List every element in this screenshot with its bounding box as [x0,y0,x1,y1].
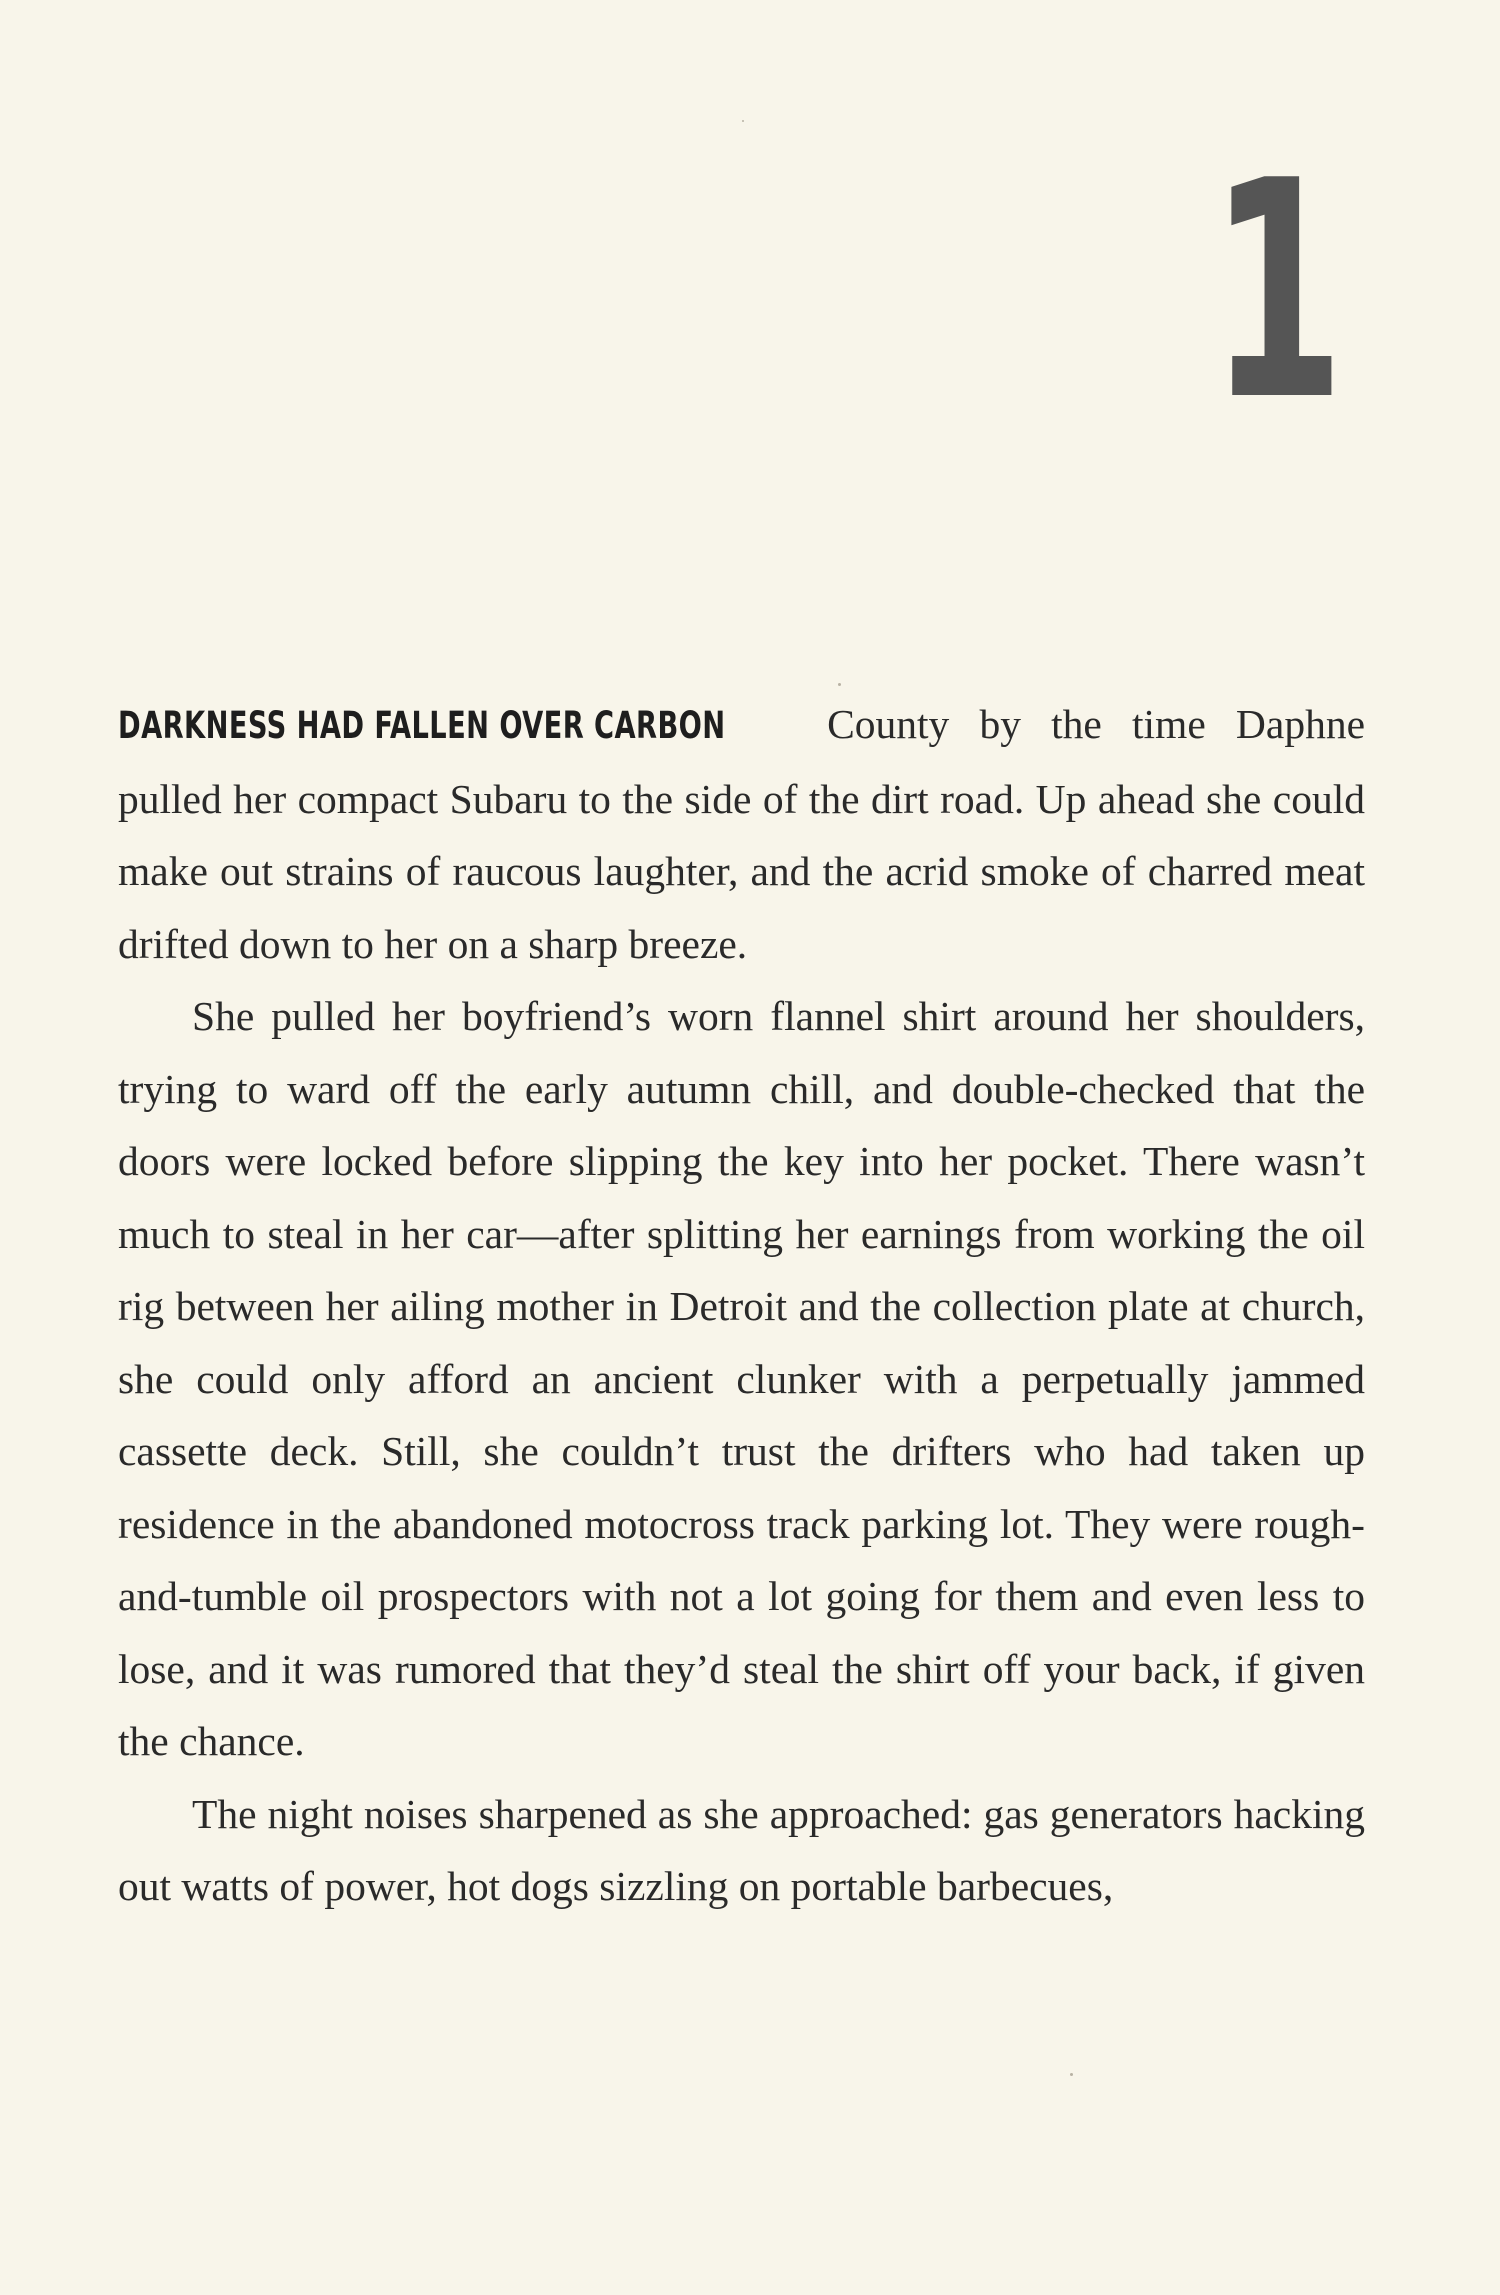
chapter-number: 1 [1209,117,1342,466]
paragraph-1 [118,688,1365,980]
paragraph-2: She pulled her boyfriend’s worn flannel shirt around her shoulders, trying to ward off the early autumn chill, and double-checked that the doors were locked before slipping the key into her pocket. There wasn’t much to steal in her car—after splitting her earnings from working the oil rig between her ailing mother in Detroit and the collection plate at church, she could only afford an ancient clunker with a perpetually jammed cassette deck. Still, she couldn’t trust the drifters who had taken up residence in the abandoned motocross track parking lot. They were rough-and-tumble oil prospectors with not a lot going for them and even less to lose, and it was rumored that they’d steal the shirt off your back, if given the chance. [118,993,1365,1764]
paper-speck [1070,2073,1073,2076]
paper-speck [838,683,841,686]
body-text [118,688,1365,1923]
paragraph-1-text: County by the time Daphne pulled her compact Subaru to the side of the dirt road. Up ahead she could make out strains of raucous laughter, and the acrid smoke of charred meat drifted down to her on a sharp breeze. [118,701,1365,967]
paper-speck [742,120,744,122]
chapter-lead-in: DARKNESS HAD FALLEN OVER CARBON [118,704,726,747]
paragraph-3: The night noises sharpened as she approached: gas generators hacking out watts of power, hot dogs sizzling on portable barbecues, [118,1790,1365,1909]
